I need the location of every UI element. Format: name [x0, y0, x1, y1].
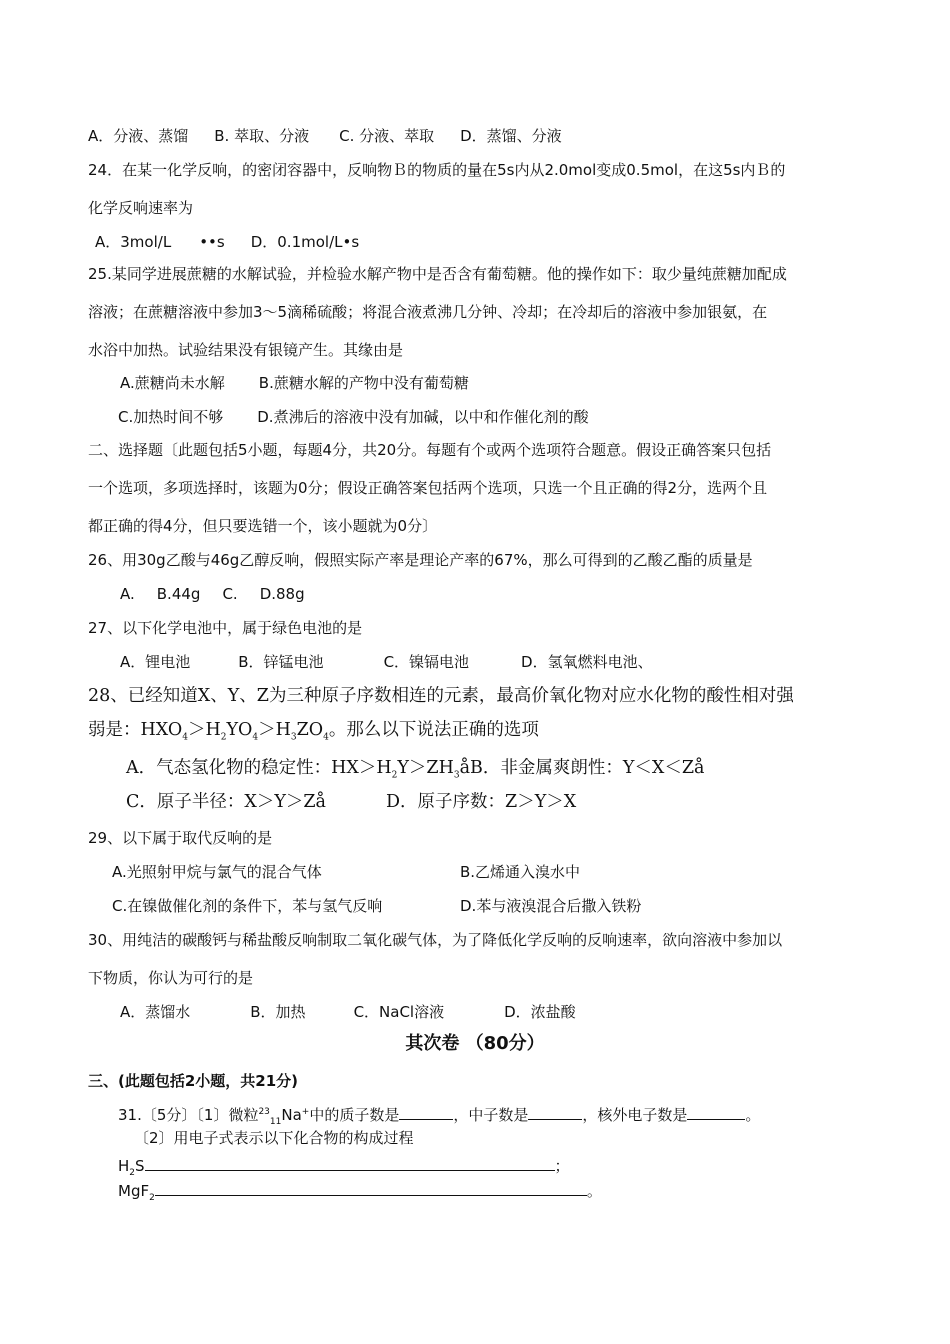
q30-option-b: B．加热 — [250, 1003, 306, 1021]
q30-option-d: D．浓盐酸 — [504, 1003, 576, 1021]
q23-option-d: D．蒸馏、分液 — [460, 127, 562, 145]
q23-option-a: A．分液、蒸馏 — [88, 127, 189, 145]
atomic-number: 11 — [269, 1117, 282, 1127]
q31-text: 。 — [745, 1106, 761, 1124]
q23-option-c: C. 分液、萃取 — [339, 127, 435, 145]
q28-option-a: A．气态氢化物的稳定性：HX＞H — [126, 758, 392, 778]
subscript: 4 — [323, 732, 329, 743]
q28-option-c: C．原子半径：X＞Y＞Zå — [126, 792, 326, 812]
q24-option-mid: ••s — [199, 233, 225, 251]
blank-h2s-formation[interactable] — [145, 1155, 555, 1171]
section2-line3: 都正确的得4分，但只要选错一个，该小题就为0分〕 — [88, 517, 438, 535]
q25-option-a: A.蔗糖尚未水解 — [120, 374, 225, 392]
q31-text: Na — [281, 1106, 302, 1124]
q24-option-d: D．0.1mol/L•s — [250, 233, 360, 251]
subscript: 4 — [252, 732, 259, 743]
q28-options-row1 — [126, 756, 704, 780]
subscript: 2 — [149, 1193, 155, 1203]
q31-text: 31.〔5分〕〔1〕微粒 — [118, 1106, 259, 1124]
subscript: 3 — [453, 770, 460, 781]
q31-text: 中的质子数是 — [309, 1106, 400, 1124]
q24-options — [95, 232, 359, 252]
q31-part2: 〔2〕用电子式表示以下化合物的构成过程 — [134, 1129, 414, 1147]
q25-stem-line3: 水浴中加热。试验结果没有银镜产生。其缘由是 — [88, 341, 404, 359]
q27-option-d: D．氢氧燃料电池、 — [521, 653, 653, 671]
subscript: 4 — [182, 732, 188, 743]
q29-option-d: D.苯与液溴混合后撒入铁粉 — [460, 897, 642, 915]
q28-option-d: D．原子序数：Z＞Y＞X — [386, 792, 577, 812]
q30-option-a: A．蒸馏水 — [120, 1003, 191, 1021]
part2-title: 其次卷 （80分） — [405, 1033, 545, 1054]
q31-text: 。 — [586, 1182, 602, 1200]
q31-text: ，中子数是 — [453, 1106, 529, 1124]
q30-options — [120, 1002, 576, 1022]
q28-option-a: Y＞ZH — [397, 758, 454, 778]
q28-option-b: åB．非金属爽朗性：Y＜X＜Zå — [459, 758, 705, 778]
q28-stem-line2 — [88, 718, 539, 742]
q28-text: 弱是：HXO — [88, 720, 183, 740]
q27-stem: 27、以下化学电池中，属于绿色电池的是 — [88, 619, 363, 637]
q28-text: 。那么以下说法正确的选项 — [328, 720, 539, 740]
q31-mgf2-line — [118, 1180, 602, 1201]
q29-option-a: A.光照射甲烷与氯气的混合气体 — [112, 863, 322, 881]
q29-option-c: C.在镍做催化剂的条件下，苯与氢气反响 — [112, 897, 383, 915]
q25-option-b: B.蔗糖水解的产物中没有葡萄糖 — [258, 374, 469, 392]
blank-mgf2-formation[interactable] — [155, 1180, 587, 1196]
charge: + — [301, 1107, 310, 1117]
q27-option-c: C．镍镉电池 — [383, 653, 470, 671]
q26-option-b: B.44g — [156, 585, 201, 603]
q26-options — [120, 584, 305, 604]
q26-option-c: C. — [222, 585, 238, 603]
q24-option-a: A．3mol/L — [95, 233, 172, 251]
subscript: 3 — [290, 732, 297, 743]
section3-heading: 三、(此题包括2小题，共21分) — [88, 1072, 299, 1090]
subscript: 2 — [220, 732, 227, 743]
q30-stem-line2: 下物质，你认为可行的是 — [88, 969, 254, 987]
q23-option-b: B. 萃取、分液 — [214, 127, 310, 145]
q29-option-b: B.乙烯通入溴水中 — [460, 863, 581, 881]
q27-option-a: A．锂电池 — [120, 653, 191, 671]
q31-text: ，核外电子数是 — [582, 1106, 688, 1124]
q25-option-c: C.加热时间不够 — [118, 408, 224, 426]
section2-line1: 二、选择题〔此题包括5小题，每题4分，共20分。每题有个或两个选项符合题意。假设正确答案只包括 — [88, 441, 772, 459]
q26-option-a: A. — [120, 585, 135, 603]
q28-text: ＞H — [258, 720, 291, 740]
q25-options-row2 — [118, 407, 589, 427]
q25-option-d: D.煮沸后的溶液中没有加碱，以中和作催化剂的酸 — [257, 408, 589, 426]
subscript: 2 — [129, 1168, 136, 1178]
q29-stem: 29、以下属于取代反响的是 — [88, 829, 273, 847]
q28-text: ＞H — [188, 720, 221, 740]
q25-stem-line2: 溶液；在蔗糖溶液中参加3～5滴稀硫酸；将混合液煮沸几分钟、冷却；在冷却后的溶液中参加银氨，在 — [88, 303, 768, 321]
q28-text: YO — [226, 720, 253, 740]
q30-option-c: C．NaCl溶液 — [353, 1003, 445, 1021]
q26-option-d: D.88g — [259, 585, 305, 603]
q31-text: S — [135, 1157, 145, 1175]
mass-number: 23 — [258, 1107, 270, 1117]
q28-stem-line1: 28、已经知道X、Y、Z为三种原子序数相连的元素，最高价氧化物对应水化物的酸性相对强 — [88, 686, 794, 706]
q27-option-b: B．锌锰电池 — [238, 653, 324, 671]
q30-stem-line1: 30、用纯洁的碳酸钙与稀盐酸反响制取二氧化碳气体，为了降低化学反响的反响速率，欲向溶液中参加以 — [88, 931, 783, 949]
q23-options — [88, 126, 562, 146]
q25-options-row1 — [120, 373, 469, 393]
subscript: 2 — [391, 770, 398, 781]
q25-stem-line1: 25.某同学进展蔗糖的水解试验，并检验水解产物中是否含有葡萄糖。他的操作如下：取少量纯蔗糖加配成 — [88, 265, 787, 283]
q31-text: H — [118, 1157, 130, 1175]
q31-part1 — [118, 1104, 760, 1125]
q24-stem-line1: 24．在某一化学反响，的密闭容器中，反响物Ｂ的物质的量在5s内从2.0mol变成0.5mol，在这5s内Ｂ的 — [88, 161, 786, 179]
blank-proton-count[interactable] — [399, 1104, 453, 1120]
q28-options-row2 — [126, 790, 576, 814]
blank-neutron-count[interactable] — [528, 1104, 582, 1120]
q31-h2s-line — [118, 1155, 570, 1176]
q24-stem-line2: 化学反响速率为 — [88, 199, 194, 217]
q27-options — [120, 652, 653, 672]
q31-text: ； — [554, 1157, 570, 1175]
section2-line2: 一个选项，多项选择时，该题为0分；假设正确答案包括两个选项，只选一个且正确的得2分，选两个且 — [88, 479, 768, 497]
q31-text: MgF — [118, 1182, 150, 1200]
blank-electron-count[interactable] — [687, 1104, 745, 1120]
q28-text: ZO — [296, 720, 324, 740]
q26-stem: 26、用30g乙酸与46g乙醇反响，假照实际产率是理论产率的67%，那么可得到的乙酸乙酯的质量是 — [88, 551, 753, 569]
